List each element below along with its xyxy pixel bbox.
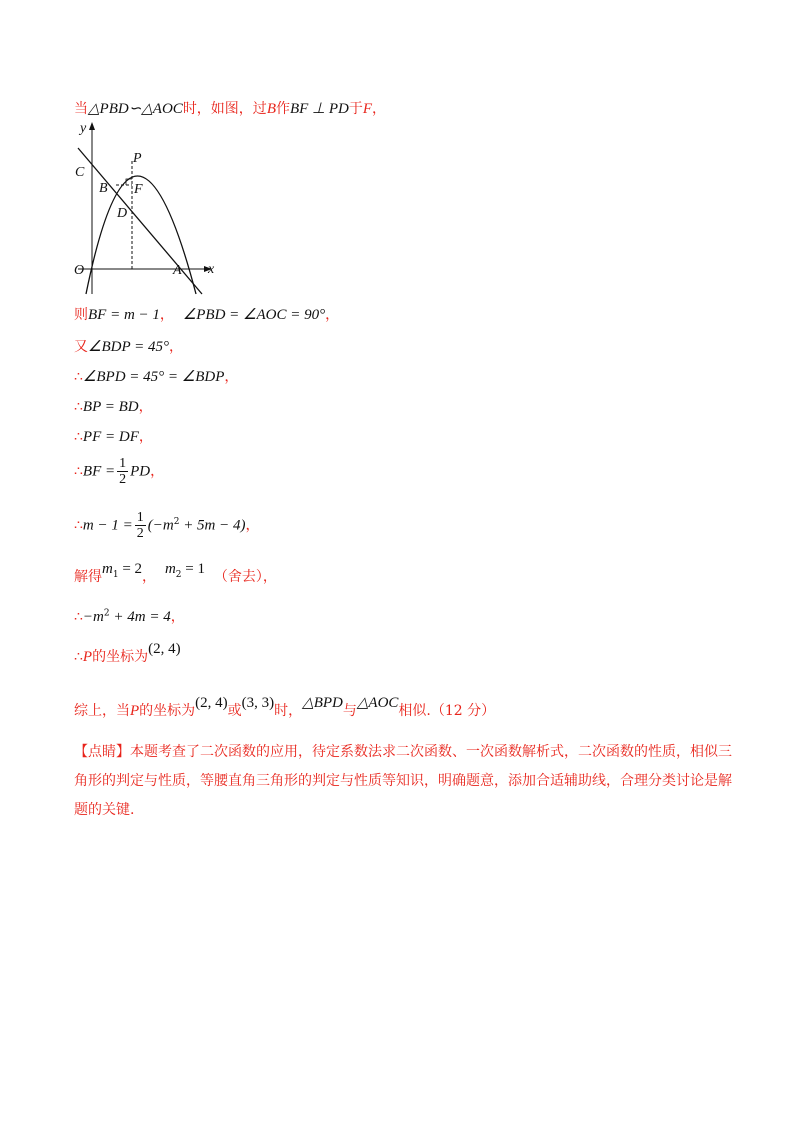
- text: 综上，当: [74, 703, 130, 719]
- line-p-coordinate: [74, 641, 181, 666]
- text: ∴: [74, 399, 83, 415]
- y-axis-arrow: [89, 122, 95, 130]
- line-condition: [74, 98, 386, 118]
- math-triangle: △BPD: [302, 695, 343, 711]
- text: 时，: [274, 703, 303, 719]
- line-bf-value: [74, 304, 339, 324]
- line-solutions: [74, 561, 277, 588]
- text: 的坐标为: [139, 703, 196, 719]
- fraction: $\frac{1}{2}$: [136, 510, 144, 541]
- text: （舍去）: [213, 569, 263, 585]
- math-coordinate: (3, 3): [241, 695, 275, 711]
- text: ∴: [74, 609, 83, 625]
- label-c: C: [75, 165, 85, 180]
- text: 于: [348, 101, 363, 117]
- label-a: A: [173, 263, 182, 278]
- superscript: 2: [173, 516, 180, 527]
- text: ，: [142, 569, 157, 585]
- label-o: O: [74, 263, 85, 278]
- math-rhs: + 5m − 4): [179, 517, 246, 534]
- label-x: x: [208, 262, 215, 277]
- text: ，: [262, 569, 277, 585]
- text: 则: [74, 307, 88, 323]
- math-pd: PD: [130, 463, 151, 480]
- math-angles: ∠PBD = ∠AOC = 90°: [182, 307, 326, 323]
- fraction: $\frac{1}{2}$: [119, 456, 127, 487]
- math-triangle: △AOC: [356, 695, 399, 711]
- math-angle: ∠BDP = 45°: [88, 339, 169, 355]
- text: 作: [275, 101, 290, 117]
- math-perpendicular: BF ⊥ PD: [289, 101, 349, 117]
- text: 又: [74, 339, 88, 355]
- text: ，: [168, 339, 183, 355]
- text: ，: [224, 369, 239, 385]
- label-f: F: [134, 182, 143, 197]
- text: 或: [227, 703, 242, 719]
- text: 的坐标为: [92, 649, 149, 665]
- math-p: P: [82, 649, 93, 665]
- line-value: [74, 606, 185, 626]
- math-bf: BF = m − 1: [88, 307, 160, 323]
- line-angle-bpd: [74, 366, 238, 386]
- line-equation: [74, 510, 260, 541]
- text: 相似.（12 分）: [398, 703, 496, 719]
- text: ，: [170, 609, 185, 625]
- math-bf: BF =: [82, 463, 116, 480]
- text: ∴: [74, 463, 83, 480]
- text: ，: [159, 307, 174, 323]
- label-p: P: [133, 151, 142, 166]
- math-expr: + 4m = 4: [109, 609, 171, 625]
- math-m1: m: [102, 561, 113, 577]
- superscript: 2: [103, 608, 110, 619]
- math-equal: BP = BD: [82, 399, 139, 415]
- line-angle-bdp: [74, 336, 183, 356]
- text: ，: [138, 399, 153, 415]
- math-expr: −m: [82, 609, 104, 625]
- subscript: 1: [112, 569, 119, 580]
- math-value: = 1: [181, 561, 205, 577]
- text: ∴: [74, 649, 83, 665]
- math-lhs: m − 1 =: [82, 517, 133, 534]
- line-conclusion: [74, 695, 496, 720]
- text: ∴: [74, 369, 83, 385]
- math-coordinate: (2, 4): [195, 695, 228, 711]
- comment-heading: 【点睛】: [74, 744, 130, 760]
- text: 时，如图，过: [182, 101, 267, 117]
- math-coordinate: (2, 4): [148, 641, 181, 657]
- text: ，: [138, 429, 153, 445]
- line-ca: [78, 148, 202, 294]
- text: ，: [325, 307, 340, 323]
- math-rhs: (−m: [147, 517, 174, 534]
- text: ，: [245, 517, 260, 534]
- comment-body: 本题考查了二次函数的应用，待定系数法求二次函数、一次函数解析式，二次函数的性质，相似三角形的判定与性质，等腰直角三角形的判定与性质等知识，明确题意，添加合适辅助线，合理分类讨论是解题的关键.: [74, 744, 732, 818]
- math-equal: PF = DF: [82, 429, 139, 445]
- text: 解得: [74, 569, 102, 585]
- line-bf-half-pd: [74, 456, 164, 487]
- text: ，: [150, 463, 165, 480]
- text: 当: [74, 101, 88, 117]
- text: ∴: [74, 429, 83, 445]
- subscript: 2: [175, 569, 182, 580]
- label-d: D: [117, 206, 128, 221]
- text: ∴: [74, 517, 83, 534]
- text: 与: [342, 703, 357, 719]
- line-bp-bd: [74, 396, 153, 416]
- line-pf-df: [74, 426, 153, 446]
- math-angle: ∠BPD = 45° = ∠BDP: [82, 369, 225, 385]
- label-y: y: [80, 121, 87, 136]
- text: ，: [372, 101, 387, 117]
- math-m2: m: [164, 561, 176, 577]
- comment-paragraph: [74, 738, 734, 825]
- math-b: B: [266, 101, 276, 117]
- math-p: P: [130, 703, 140, 719]
- math-f: F: [362, 101, 373, 117]
- parabola-figure: [70, 118, 230, 298]
- label-b: B: [99, 181, 108, 196]
- math-similar-triangles: △PBD∽△AOC: [88, 101, 183, 117]
- math-value: = 2: [118, 561, 143, 577]
